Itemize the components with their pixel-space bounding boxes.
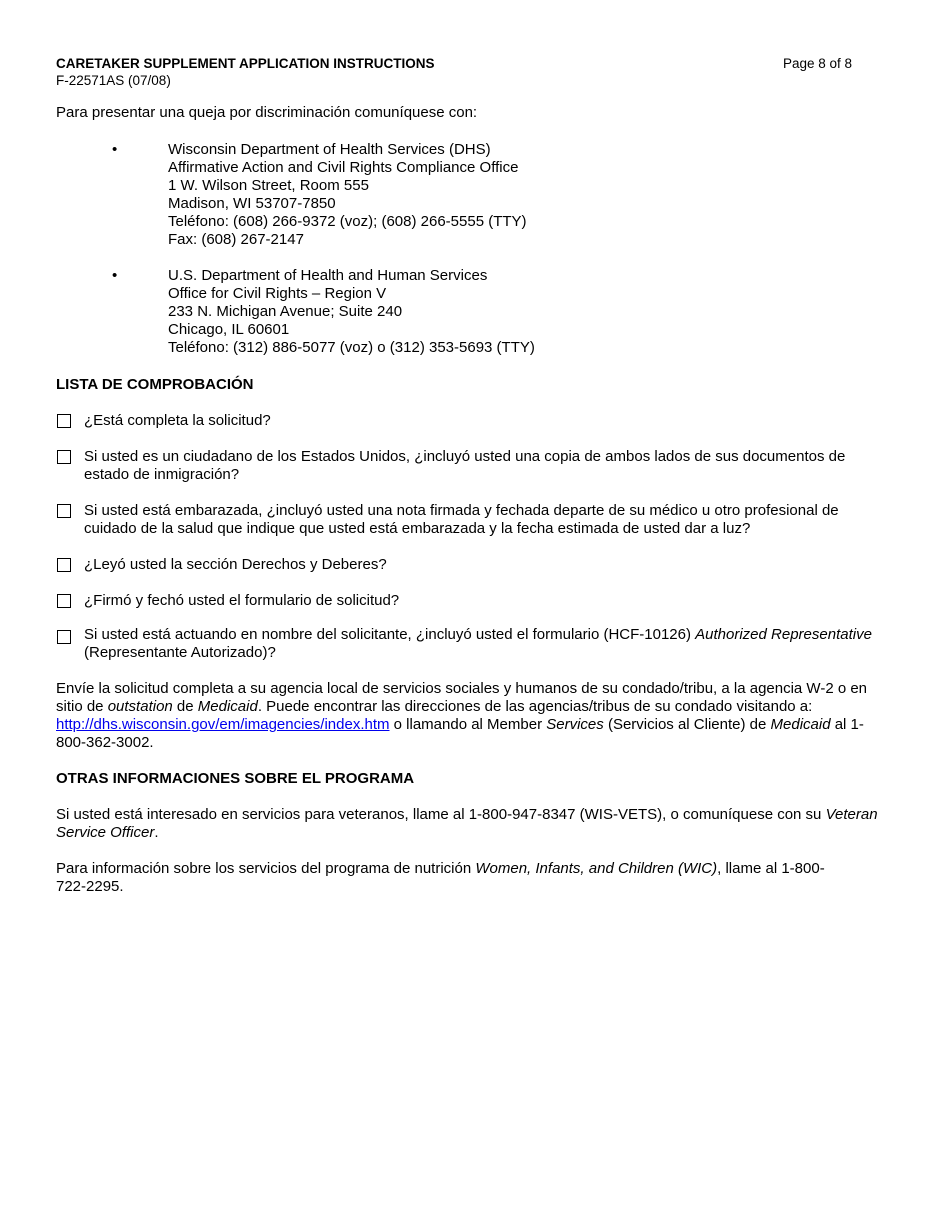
form-id: F-22571AS (07/08)	[56, 73, 171, 88]
checklist-heading: LISTA DE COMPROBACIÓN	[56, 376, 254, 393]
text-segment: o llamando al Member	[389, 716, 547, 733]
text-italic: outstation	[107, 698, 173, 715]
contact-line: U.S. Department of Health and Human Services	[168, 267, 488, 284]
checkbox-rights-duties[interactable]	[57, 558, 71, 572]
text-italic: Medicaid	[770, 716, 831, 733]
text-segment: de	[172, 698, 198, 715]
checkbox-signed-form[interactable]	[57, 594, 71, 608]
form-title: CARETAKER SUPPLEMENT APPLICATION INSTRUCTIONS	[56, 56, 435, 71]
complaint-intro: Para presentar una queja por discriminación comuníquese con:	[56, 104, 478, 121]
text-segment: (Servicios al Cliente) de	[603, 716, 771, 733]
checklist-item-text	[84, 626, 884, 662]
checkbox-authorized-rep[interactable]	[57, 630, 71, 644]
agencies-link[interactable]: http://dhs.wisconsin.gov/em/imagencies/index.htm	[56, 716, 390, 733]
text-italic: Authorized Representative	[695, 626, 872, 643]
checklist-item-text: ¿Leyó usted la sección Derechos y Deberes?	[84, 556, 387, 573]
text-segment: .	[154, 824, 159, 841]
text-segment: Si usted está actuando en nombre del solicitante, ¿incluyó usted el formulario (HCF-10126)	[84, 626, 696, 643]
text-segment: Si usted está interesado en servicios para veteranos, llame al 1-800-947-8347 (WIS-VETS), o comuníquese con su	[56, 806, 826, 823]
checklist-item-text: ¿Firmó y fechó usted el formulario de solicitud?	[84, 592, 400, 609]
text-segment: al 1-800-362-3002.	[56, 716, 864, 751]
checkbox-immigration-docs[interactable]	[57, 450, 71, 464]
page-number: Page 8 of 8	[783, 56, 853, 71]
contact-line: Chicago, IL 60601	[168, 321, 290, 338]
contact-hhs	[168, 267, 535, 357]
contact-line: Teléfono: (312) 886-5077 (voz) o (312) 353-5693 (TTY)	[168, 339, 535, 356]
checklist-item-text: Si usted está embarazada, ¿incluyó usted una nota firmada y fechada departe de su médico u otro profesional de cuidado de la salud que indique que usted está embarazada y la fecha estimada de usted dar a luz?	[84, 502, 839, 537]
contact-line: 233 N. Michigan Avenue; Suite 240	[168, 303, 403, 320]
contact-line: Office for Civil Rights – Region V	[168, 285, 387, 302]
send-instructions	[56, 680, 886, 752]
checkbox-pregnancy-note[interactable]	[57, 504, 71, 518]
wic-info	[56, 860, 826, 896]
contact-line: Fax: (608) 267-2147	[168, 231, 304, 248]
contact-line: Teléfono: (608) 266-9372 (voz); (608) 266-5555 (TTY)	[168, 213, 527, 230]
veterans-info	[56, 806, 886, 842]
text-segment: . Puede encontrar las direcciones de las agencias/tribus de su condado visitando a:	[257, 698, 813, 715]
checklist-item-text: ¿Está completa la solicitud?	[84, 412, 271, 429]
bullet: •	[112, 267, 118, 284]
text-italic: Women, Infants, and Children (WIC)	[475, 860, 718, 877]
contact-line: Affirmative Action and Civil Rights Compliance Office	[168, 159, 519, 176]
contact-dhs	[168, 141, 527, 249]
text-segment: , llame al 1-800-722-2295.	[56, 860, 825, 895]
contact-line: Wisconsin Department of Health Services (DHS)	[168, 141, 491, 158]
text-segment: (Representante Autorizado)?	[84, 644, 276, 661]
contact-line: 1 W. Wilson Street, Room 555	[168, 177, 369, 194]
text-segment: Envíe la solicitud completa a su agencia local de servicios sociales y humanos de su condado/tribu, a la agencia W-2 o en sitio de	[56, 680, 868, 715]
text-italic: Veteran Service Officer	[56, 806, 878, 841]
bullet: •	[112, 141, 118, 158]
other-info-heading: OTRAS INFORMACIONES SOBRE EL PROGRAMA	[56, 770, 415, 787]
checkbox-complete[interactable]	[57, 414, 71, 428]
text-italic: Services	[546, 716, 604, 733]
contact-line: Madison, WI 53707-7850	[168, 195, 336, 212]
text-segment: Para información sobre los servicios del programa de nutrición	[56, 860, 476, 877]
text-italic: Medicaid	[197, 698, 258, 715]
checklist-item-text: Si usted es un ciudadano de los Estados Unidos, ¿incluyó usted una copia de ambos lados de sus documentos de estado de inmigración?	[84, 448, 846, 483]
